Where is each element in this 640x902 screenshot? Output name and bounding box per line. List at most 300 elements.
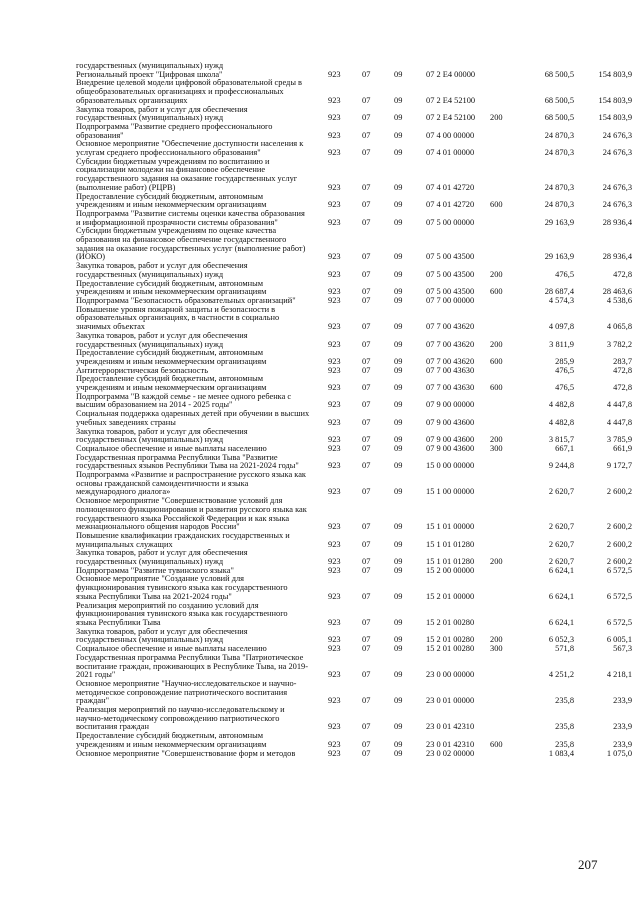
table-row — [76, 227, 636, 262]
table-row — [76, 706, 636, 732]
description-line: международного диалога» — [76, 488, 171, 497]
table-row — [76, 680, 636, 706]
description-line: языка Республики Тыва на 2021-2024 годы" — [76, 592, 232, 601]
ministry-code: 923 — [328, 287, 341, 297]
section-code: 07 — [362, 443, 371, 453]
row-description — [76, 471, 320, 497]
table-row — [76, 567, 636, 576]
ministry-code: 923 — [328, 461, 341, 471]
budget-table — [76, 62, 636, 758]
section-code: 07 — [362, 591, 371, 601]
subsection-code: 09 — [394, 287, 403, 297]
amount-year-1: 29 163,9 — [544, 217, 574, 227]
amount-year-1: 6 624,1 — [548, 565, 574, 575]
amount-year-2: 24 676,3 — [602, 182, 632, 192]
amount-year-2: 4 538,6 — [606, 295, 632, 305]
row-description — [76, 367, 320, 376]
target-article-code: 07 5 00 43500 — [426, 252, 475, 262]
amount-year-2: 661,9 — [613, 443, 632, 453]
target-article-code: 07 7 00 00000 — [426, 295, 475, 305]
amount-year-1: 4 097,8 — [548, 322, 574, 332]
ministry-code: 923 — [328, 565, 341, 575]
ministry-code: 923 — [328, 522, 341, 532]
amount-year-1: 2 620,7 — [548, 539, 574, 549]
description-line: и информационной прозрачности системы образования" — [76, 218, 278, 227]
target-article-code: 15 1 01 01280 — [426, 557, 475, 567]
section-code: 07 — [362, 696, 371, 706]
row-description — [76, 428, 320, 445]
amount-year-1: 29 163,9 — [544, 252, 574, 262]
section-code: 07 — [362, 739, 371, 749]
description-line: Закупка товаров, работ и услуг для обеспечения — [76, 427, 248, 436]
amount-year-1: 3 815,7 — [548, 435, 574, 445]
table-row — [76, 732, 636, 749]
target-article-code: 07 9 00 00000 — [426, 400, 475, 410]
amount-year-2: 28 463,6 — [602, 287, 632, 297]
table-row — [76, 410, 636, 427]
amount-year-2: 24 676,3 — [602, 200, 632, 210]
row-description — [76, 750, 320, 759]
description-line: Повышение квалификации гражданских государственных и — [76, 531, 290, 540]
description-line: Подпрограмма "Безопасность образовательных организаций" — [76, 296, 296, 305]
table-row — [76, 575, 636, 601]
description-line: Предоставление субсидий бюджетным, автономным — [76, 732, 264, 741]
target-article-code: 07 7 00 43620 — [426, 322, 475, 332]
amount-year-2: 6 572,5 — [606, 565, 632, 575]
subsection-code: 09 — [394, 522, 403, 532]
subsection-code: 09 — [394, 487, 403, 497]
ministry-code: 923 — [328, 322, 341, 332]
subsection-code: 09 — [394, 322, 403, 332]
description-line: муниципальных служащих — [76, 540, 173, 549]
target-article-code: 15 2 01 00280 — [426, 644, 475, 654]
description-line: Предоставление субсидий бюджетным, автономным — [76, 375, 264, 384]
amount-year-1: 667,1 — [555, 443, 574, 453]
subsection-code: 09 — [394, 748, 403, 758]
target-article-code: 23 0 01 42310 — [426, 739, 475, 749]
description-line: языка Республики Тыва — [76, 619, 161, 627]
expense-type-code: 200 — [490, 557, 503, 567]
target-article-code: 23 0 00 00000 — [426, 670, 475, 680]
row-description — [76, 497, 320, 532]
amount-year-2: 472,8 — [613, 383, 632, 393]
row-description — [76, 297, 320, 306]
row-description — [76, 193, 320, 210]
ministry-code: 923 — [328, 739, 341, 749]
section-code: 07 — [362, 113, 371, 123]
description-line: государственных (муниципальных) нужд — [76, 114, 224, 123]
table-row — [76, 306, 636, 332]
description-line: Закупка товаров, работ и услуг для обеспечения — [76, 627, 248, 636]
section-code: 07 — [362, 435, 371, 445]
table-row — [76, 62, 636, 79]
description-line: государственных (муниципальных) нужд — [76, 436, 224, 445]
subsection-code: 09 — [394, 443, 403, 453]
section-code: 07 — [362, 557, 371, 567]
amount-year-2: 6 572,5 — [606, 591, 632, 601]
ministry-code: 923 — [328, 487, 341, 497]
amount-year-2: 24 676,3 — [602, 130, 632, 140]
description-line: Реализация мероприятий по созданию условий для — [76, 601, 259, 610]
ministry-code: 923 — [328, 148, 341, 158]
subsection-code: 09 — [394, 148, 403, 158]
description-line: Субсидии бюджетным учреждениям по оценке качества — [76, 227, 277, 236]
description-line: учреждениям и иным некоммерческим организациям — [76, 357, 267, 366]
description-line: образования на финансовое обеспечение государственного — [76, 236, 287, 245]
section-code: 07 — [362, 269, 371, 279]
amount-year-1: 6 624,1 — [548, 591, 574, 601]
target-article-code: 07 4 01 00000 — [426, 148, 475, 158]
row-description — [76, 454, 320, 471]
target-article-code: 07 5 00 00000 — [426, 217, 475, 227]
description-line: общеобразовательных организациях и профессиональных — [76, 88, 284, 97]
table-row — [76, 367, 636, 376]
row-description — [76, 575, 320, 601]
description-line: социализации молодежи на финансовое обеспечение — [76, 166, 266, 175]
description-line: Закупка товаров, работ и услуг для обеспечения — [76, 331, 248, 340]
row-description — [76, 306, 320, 332]
description-line: 2021 годы" — [76, 671, 116, 680]
description-line: высшим образованием на 2014 - 2025 годы" — [76, 401, 233, 410]
subsection-code: 09 — [394, 217, 403, 227]
ministry-code: 923 — [328, 670, 341, 680]
amount-year-2: 4 447,8 — [606, 417, 632, 427]
table-row — [76, 158, 636, 193]
section-code: 07 — [362, 461, 371, 471]
target-article-code: 07 9 00 43600 — [426, 435, 475, 445]
row-description — [76, 332, 320, 349]
row-description — [76, 62, 320, 79]
description-line: (ИОКО) — [76, 253, 106, 262]
description-line: государственных (муниципальных) нужд — [76, 636, 224, 645]
section-code: 07 — [362, 722, 371, 732]
amount-year-1: 476,5 — [555, 269, 574, 279]
description-line: воспитание граждан, проживающих в Республике Тыва, на 2019- — [76, 662, 309, 671]
target-article-code: 23 0 01 00000 — [426, 696, 475, 706]
description-line: Основное мероприятие "Научно-исследовательское и научно- — [76, 679, 297, 688]
expense-type-code: 200 — [490, 339, 503, 349]
row-description — [76, 393, 320, 410]
subsection-code: 09 — [394, 400, 403, 410]
row-description — [76, 645, 320, 654]
table-row — [76, 497, 636, 532]
subsection-code: 09 — [394, 565, 403, 575]
section-code: 07 — [362, 217, 371, 227]
ministry-code: 923 — [328, 295, 341, 305]
amount-year-2: 154 803,9 — [598, 95, 632, 105]
expense-type-code: 600 — [490, 200, 503, 210]
description-line: Основное мероприятие "Обеспечение доступности населения к — [76, 140, 304, 149]
amount-year-2: 4 447,8 — [606, 400, 632, 410]
description-line: государственного задания на оказание государственных услуг — [76, 175, 298, 184]
description-line: государственных (муниципальных) нужд — [76, 340, 224, 349]
amount-year-1: 4 482,8 — [548, 400, 574, 410]
row-description — [76, 158, 320, 193]
ministry-code: 923 — [328, 400, 341, 410]
description-line: (выполнение работ) (РЦРВ) — [76, 183, 176, 192]
ministry-code: 923 — [328, 217, 341, 227]
table-row — [76, 106, 636, 123]
target-article-code: 07 4 01 42720 — [426, 200, 475, 210]
description-line: функционирования тувинского языка как государственного — [76, 610, 288, 619]
row-description — [76, 445, 320, 454]
table-row — [76, 532, 636, 549]
description-line: Предоставление субсидий бюджетным, автономным — [76, 192, 264, 201]
description-line: учреждениям и иным некоммерческим организациям — [76, 384, 267, 393]
target-article-code: 07 2 E4 00000 — [426, 69, 476, 79]
subsection-code: 09 — [394, 182, 403, 192]
target-article-code: 15 2 00 00000 — [426, 565, 475, 575]
section-code: 07 — [362, 565, 371, 575]
description-line: Подпрограмма "В каждой семье - не менее одного ребенка с — [76, 392, 292, 401]
description-line: Внедрение целевой модели цифровой образовательной среды в — [76, 79, 302, 88]
description-line: Социальное обеспечение и иные выплаты населению — [76, 444, 267, 453]
section-code: 07 — [362, 69, 371, 79]
description-line: государственного языка Российской Федерации и как языка — [76, 514, 290, 523]
table-row — [76, 628, 636, 645]
target-article-code: 15 1 01 01280 — [426, 539, 475, 549]
table-row — [76, 654, 636, 680]
section-code: 07 — [362, 644, 371, 654]
section-code: 07 — [362, 487, 371, 497]
subsection-code: 09 — [394, 461, 403, 471]
expense-type-code: 600 — [490, 739, 503, 749]
target-article-code: 15 2 01 00280 — [426, 635, 475, 645]
description-line: граждан" — [76, 697, 110, 706]
ministry-code: 923 — [328, 443, 341, 453]
table-row — [76, 428, 636, 445]
ministry-code: 923 — [328, 644, 341, 654]
table-row — [76, 332, 636, 349]
section-code: 07 — [362, 148, 371, 158]
subsection-code: 09 — [394, 644, 403, 654]
amount-year-1: 2 620,7 — [548, 557, 574, 567]
amount-year-2: 28 936,4 — [602, 217, 632, 227]
section-code: 07 — [362, 252, 371, 262]
subsection-code: 09 — [394, 95, 403, 105]
subsection-code: 09 — [394, 722, 403, 732]
subsection-code: 09 — [394, 435, 403, 445]
description-line: государственных языков Республики Тыва на 2021-2024 годы" — [76, 462, 299, 471]
ministry-code: 923 — [328, 182, 341, 192]
target-article-code: 15 2 01 00280 — [426, 618, 475, 627]
section-code: 07 — [362, 383, 371, 393]
subsection-code: 09 — [394, 252, 403, 262]
description-line: задания на оказание государственных услуг (выполнение работ) — [76, 244, 306, 253]
amount-year-1: 6 624,1 — [548, 618, 574, 627]
description-line: Социальная поддержка одаренных детей при обучении в высших — [76, 410, 310, 419]
target-article-code: 07 7 00 43630 — [426, 365, 475, 375]
ministry-code: 923 — [328, 130, 341, 140]
subsection-code: 09 — [394, 365, 403, 375]
row-description — [76, 227, 320, 262]
description-line: воспитания граждан — [76, 723, 149, 732]
description-line: учреждениям и иным некоммерческим организациям — [76, 288, 267, 297]
description-line: Региональный проект "Цифровая школа" — [76, 70, 223, 79]
target-article-code: 15 1 00 00000 — [426, 487, 475, 497]
amount-year-2: 28 936,4 — [602, 252, 632, 262]
amount-year-2: 283,7 — [613, 356, 632, 366]
ministry-code: 923 — [328, 269, 341, 279]
section-code: 07 — [362, 339, 371, 349]
row-description — [76, 210, 320, 227]
description-line: Государственная программа Республики Тыва "Развитие — [76, 453, 278, 462]
target-article-code: 07 5 00 43500 — [426, 269, 475, 279]
target-article-code: 15 0 00 00000 — [426, 461, 475, 471]
subsection-code: 09 — [394, 417, 403, 427]
description-line: учреждениям и иным некоммерческим организациям — [76, 201, 267, 210]
ministry-code: 923 — [328, 252, 341, 262]
amount-year-1: 476,5 — [555, 365, 574, 375]
row-description — [76, 532, 320, 549]
amount-year-2: 567,3 — [613, 644, 632, 654]
amount-year-1: 28 687,4 — [544, 287, 574, 297]
expense-type-code: 200 — [490, 435, 503, 445]
amount-year-1: 24 870,3 — [544, 182, 574, 192]
section-code: 07 — [362, 200, 371, 210]
ministry-code: 923 — [328, 365, 341, 375]
target-article-code: 23 0 02 00000 — [426, 748, 475, 758]
description-line: Социальное обеспечение и иные выплаты населению — [76, 645, 267, 654]
table-row — [76, 471, 636, 497]
ministry-code: 923 — [328, 356, 341, 366]
expense-type-code: 200 — [490, 113, 503, 123]
table-row — [76, 445, 636, 454]
amount-year-1: 6 052,3 — [548, 635, 574, 645]
section-code: 07 — [362, 287, 371, 297]
table-row — [76, 549, 636, 566]
subsection-code: 09 — [394, 383, 403, 393]
row-description — [76, 706, 320, 732]
table-row — [76, 297, 636, 306]
expense-type-code: 600 — [490, 383, 503, 393]
amount-year-2: 472,8 — [613, 365, 632, 375]
row-description — [76, 549, 320, 566]
table-row — [76, 123, 636, 140]
ministry-code: 923 — [328, 113, 341, 123]
row-description — [76, 567, 320, 576]
description-line: учебных заведениях страны — [76, 418, 176, 427]
table-row — [76, 750, 636, 759]
section-code: 07 — [362, 748, 371, 758]
section-code: 07 — [362, 400, 371, 410]
row-description — [76, 106, 320, 123]
amount-year-2: 6 005,1 — [606, 635, 632, 645]
table-row — [76, 79, 636, 105]
table-row — [76, 193, 636, 210]
description-line: государственных (муниципальных) нужд — [76, 558, 224, 567]
description-line: услугам среднего профессионального образования" — [76, 149, 261, 158]
subsection-code: 09 — [394, 69, 403, 79]
description-line: полноценного функционирования и развития русского языка как — [76, 505, 307, 514]
description-line: Закупка товаров, работ и услуг для обеспечения — [76, 262, 248, 271]
ministry-code: 923 — [328, 539, 341, 549]
description-line: Реализация мероприятий по научно-исследовательскому и — [76, 706, 285, 715]
target-article-code: 07 9 00 43600 — [426, 417, 475, 427]
amount-year-2: 233,9 — [613, 722, 632, 732]
subsection-code: 09 — [394, 591, 403, 601]
row-description — [76, 410, 320, 427]
amount-year-2: 154 803,9 — [598, 113, 632, 123]
target-article-code: 15 1 01 00000 — [426, 522, 475, 532]
table-row — [76, 375, 636, 392]
amount-year-1: 571,8 — [555, 644, 574, 654]
description-line: основы гражданской самоидентичности и языка — [76, 479, 249, 488]
row-description — [76, 628, 320, 645]
subsection-code: 09 — [394, 295, 403, 305]
description-line: государственных (муниципальных) нужд — [76, 270, 224, 279]
description-line: научно-методическому сопровождению патриотического — [76, 714, 280, 723]
amount-year-1: 235,8 — [555, 722, 574, 732]
description-line: Субсидии бюджетным учреждениям по воспитанию и — [76, 157, 270, 166]
row-description — [76, 654, 320, 680]
row-description — [76, 732, 320, 749]
target-article-code: 07 2 E4 52100 — [426, 95, 476, 105]
subsection-code: 09 — [394, 339, 403, 349]
section-code: 07 — [362, 635, 371, 645]
row-description — [76, 123, 320, 140]
description-line: Подпрограмма "Развитие среднего профессионального — [76, 122, 273, 131]
expense-type-code: 300 — [490, 644, 503, 654]
ministry-code: 923 — [328, 722, 341, 732]
description-line: Основное мероприятие "Совершенствование форм и методов — [76, 749, 296, 758]
amount-year-1: 68 500,5 — [544, 95, 574, 105]
section-code: 07 — [362, 522, 371, 532]
amount-year-1: 68 500,5 — [544, 69, 574, 79]
ministry-code: 923 — [328, 557, 341, 567]
amount-year-1: 2 620,7 — [548, 487, 574, 497]
target-article-code: 07 2 E4 52100 — [426, 113, 476, 123]
section-code: 07 — [362, 670, 371, 680]
amount-year-2: 472,8 — [613, 269, 632, 279]
subsection-code: 09 — [394, 635, 403, 645]
subsection-code: 09 — [394, 356, 403, 366]
ministry-code: 923 — [328, 417, 341, 427]
section-code: 07 — [362, 95, 371, 105]
description-line: образовательных организациях, в частности в социально — [76, 314, 280, 323]
expense-type-code: 200 — [490, 269, 503, 279]
ministry-code: 923 — [328, 696, 341, 706]
description-line: Антитеррористическая безопасность — [76, 366, 209, 375]
table-row — [76, 140, 636, 157]
row-description — [76, 280, 320, 297]
description-line: методическое сопровождение патриотического воспитания — [76, 688, 288, 697]
target-article-code: 07 7 00 43620 — [426, 356, 475, 366]
amount-year-2: 9 172,7 — [606, 461, 632, 471]
page-number: 207 — [578, 857, 598, 872]
description-line: Предоставление субсидий бюджетным, автономным — [76, 349, 264, 358]
expense-type-code: 200 — [490, 635, 503, 645]
section-code: 07 — [362, 322, 371, 332]
row-description — [76, 140, 320, 157]
table-row — [76, 210, 636, 227]
amount-year-2: 2 600,2 — [606, 557, 632, 567]
amount-year-1: 24 870,3 — [544, 148, 574, 158]
section-code: 07 — [362, 417, 371, 427]
amount-year-1: 24 870,3 — [544, 130, 574, 140]
subsection-code: 09 — [394, 539, 403, 549]
amount-year-1: 1 083,4 — [548, 748, 574, 758]
description-line: образовательных организациях — [76, 96, 188, 105]
target-article-code: 07 9 00 43600 — [426, 443, 475, 453]
amount-year-1: 2 620,7 — [548, 522, 574, 532]
ministry-code: 923 — [328, 383, 341, 393]
ministry-code: 923 — [328, 748, 341, 758]
amount-year-2: 6 572,5 — [606, 618, 632, 627]
amount-year-1: 4 574,3 — [548, 295, 574, 305]
row-description — [76, 349, 320, 366]
description-line: учреждениям и иным некоммерческим организациям — [76, 740, 267, 749]
